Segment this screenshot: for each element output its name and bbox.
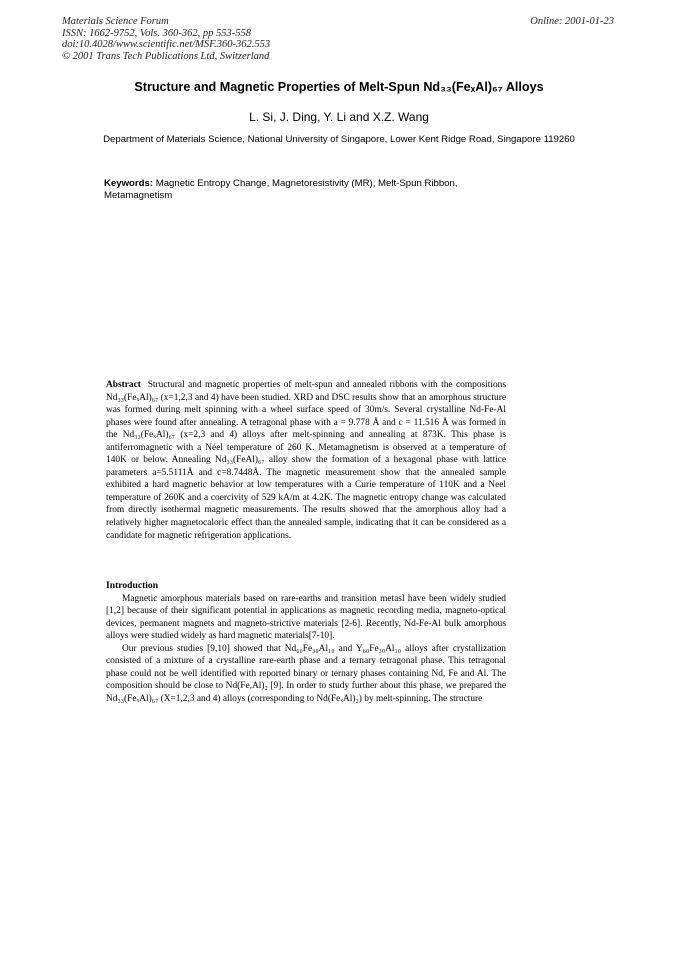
abstract-label: Abstract <box>106 380 141 390</box>
paper-title: Structure and Magnetic Properties of Melt-Spun Nd₃₃(FeₓAl)₆₇ Alloys <box>134 80 544 94</box>
introduction-heading: Introduction <box>106 580 159 591</box>
keywords <box>104 178 524 202</box>
introduction-body <box>106 593 506 705</box>
keywords-label: Keywords: <box>104 178 154 189</box>
affiliation: Department of Materials Science, National University of Singapore, Lower Kent Ridge Road, Singapore 119260 <box>103 134 575 145</box>
issn-line: ISSN: 1662-9752, Vols. 360-362, pp 553-558 <box>62 27 251 39</box>
journal-name: Materials Science Forum <box>62 16 169 27</box>
journal-header <box>62 16 270 62</box>
keywords-text: Magnetic Entropy Change, Magnetoresistivity (MR), Melt-Spun Ribbon, Metamagnetism <box>104 178 458 201</box>
copyright-line: © 2001 Trans Tech Publications Ltd, Switzerland <box>62 50 270 62</box>
abstract-text: Structural and magnetic properties of melt-spun and annealed ribbons with the compositions Nd₃₃(FeₓAl)₆₇ (x=1,2,3 and 4) have been studied. XRD and DSC results show that an amorphous structure was formed during melt spinning with a wheel surface speed of 30m/s. Several crystalline Nd-Fe-Al phases were found after annealing. A tetragonal phase with a = 9.778 Å and c = 11.516 Å was formed in the Nd₃₃(FeₓAl)₆₇ (x=2,3 and 4) alloys after melt-spinning and annealing at 873K. This phase is antiferromagnetic with a Néel temperature of 260 K. Metamagnetism is observed at a temperature of 140K or below. Annealing Nd₃₃(FeAl)₆₇ alloy show the formation of a hexagonal phase with lattice parameters a=5.5111Å and c=8.7448Å. The magnetic measurement show that the annealed sample exhibited a hard magnetic behavior at low temperatures with a Curie temperature of 110K and a Neel temperature of 260K and a coercivity of 529 kA/m at 4.2K. The magnetic entropy change was calculated from directly isothermal magnetic measurements. The results showed that the amorphous alloy had a relatively higher magnetocaloric effect than the annealed sample, indicating that it can be considered as a candidate for magnetic refrigeration applications. <box>106 380 506 541</box>
author-list: L. Si, J. Ding, Y. Li and X.Z. Wang <box>249 110 429 124</box>
online-date: Online: 2001-01-23 <box>530 16 614 27</box>
intro-paragraph-1: Magnetic amorphous materials based on rare-earths and transition metasl have been widely studied [1,2] because of their significant potential in applications as magnetic recording media, magneto-optical devices, permanent magnets and magneto-strictive materials [2-6]. Recently, Nd-Fe-Al bulk amorphous alloys were studied widely as hard magnetic materials[7-10]. <box>106 594 506 642</box>
doi-line: doi:10.4028/www.scientific.net/MSF.360-362.553 <box>62 39 271 51</box>
intro-paragraph-2: Our previous studies [9,10] showed that Nd₆₀Fe₃₀Al₁₀ and Y₆₀Fe₃₀Al₁₀ alloys after crystallization consisted of a mixture of a crystalline rare-earth phase and a ternary tetragonal phase. This tetragonal phase could not be well identified with reported binary or ternary phases containing Nd, Fe and Al. The composition should be close to Nd(Fe,Al)₂ [9]. In order to study further about this phase, we prepared the Nd₃₃(FeₓAl)₆₇ (X=1,2,3 and 4) alloys (corresponding to Nd(FeₓAl)₂) by melt-spinning. The structure <box>106 643 506 704</box>
abstract <box>106 379 506 542</box>
